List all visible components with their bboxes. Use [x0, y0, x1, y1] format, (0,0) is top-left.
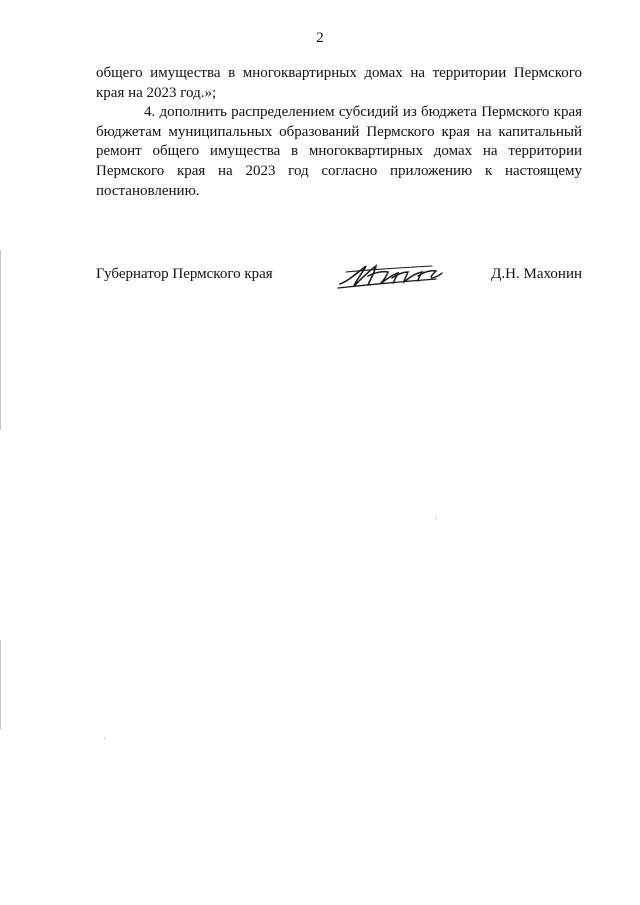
handwritten-signature — [336, 258, 446, 292]
signature-block — [96, 258, 582, 298]
signatory-name: Д.Н. Махонин — [491, 266, 582, 282]
page-number: 2 — [316, 30, 324, 46]
scan-edge-mark — [0, 250, 1, 430]
scan-speck — [104, 738, 105, 739]
paragraph-continuation: общего имущества в многоквартирных домах на территории Пермского края на 2023 год.»; — [96, 65, 582, 101]
paragraph-item-4: 4. дополнить распределением субсидий из бюджета Пермского края бюджетам муниципальных образований Пермского края на капитальный ремонт общего имущества в многоквартирных домах на территории Пермского края на 2023 год согласно приложению к настоящему постановлению. — [96, 104, 582, 199]
signatory-position: Губернатор Пермского края — [96, 266, 273, 282]
document-body — [96, 64, 582, 201]
scan-edge-mark — [0, 640, 1, 730]
scan-speck — [436, 518, 437, 519]
